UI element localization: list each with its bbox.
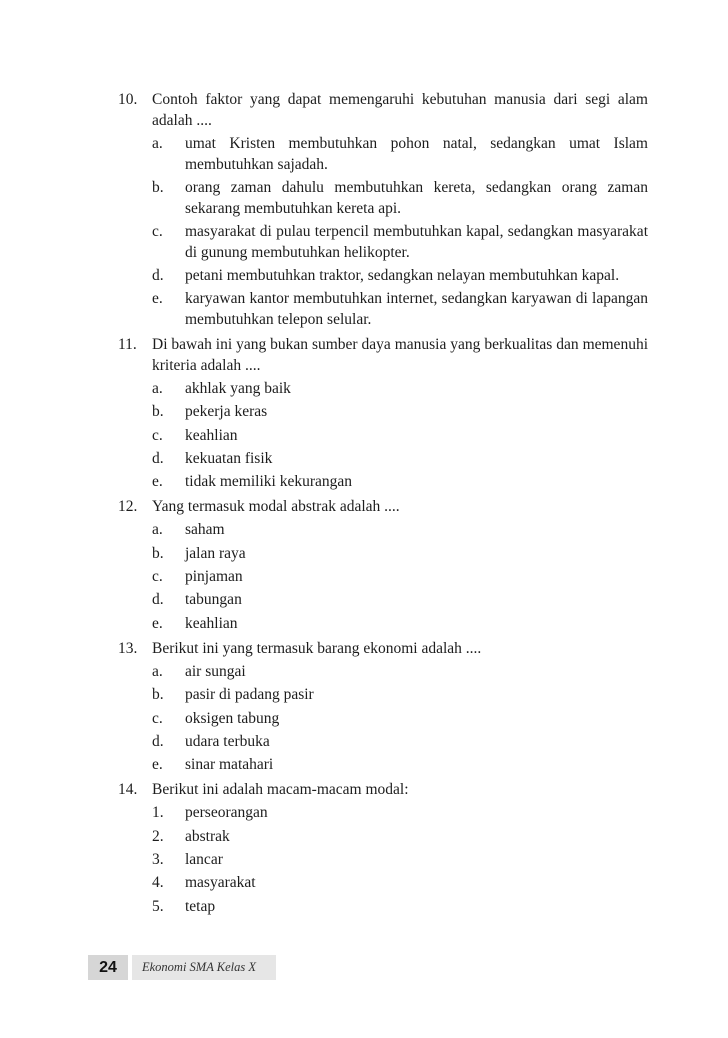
question-number: 14. bbox=[118, 781, 138, 799]
question-body bbox=[152, 89, 648, 332]
option-text: udara terbuka bbox=[185, 732, 270, 750]
option-label: c. bbox=[152, 568, 163, 586]
question-text: Berikut ini yang termasuk barang ekonomi adalah .... bbox=[152, 639, 482, 657]
question-text: Di bawah ini yang bukan sumber daya manusia yang berkualitas dan memenuhi kriteria adalah .... bbox=[152, 336, 648, 374]
question-number: 12. bbox=[118, 498, 138, 516]
page-number: 24 bbox=[88, 955, 128, 980]
option-label: b. bbox=[152, 179, 164, 196]
option-c bbox=[152, 221, 648, 263]
option-d bbox=[152, 265, 648, 286]
option-d bbox=[152, 589, 648, 610]
question-text: Contoh faktor yang dapat memengaruhi kebutuhan manusia dari segi alam adalah .... bbox=[152, 91, 648, 129]
item-label: 1. bbox=[152, 804, 164, 822]
option-label: c. bbox=[152, 223, 163, 240]
item-label: 2. bbox=[152, 827, 164, 845]
item-label: 5. bbox=[152, 897, 164, 915]
option-text: sinar matahari bbox=[185, 756, 274, 774]
option-c bbox=[152, 708, 648, 729]
option-label: e. bbox=[152, 473, 163, 491]
option-label: d. bbox=[152, 732, 164, 750]
item-text: perseorangan bbox=[185, 804, 268, 822]
option-text: pinjaman bbox=[185, 568, 243, 586]
option-b bbox=[152, 401, 648, 422]
question-number: 11. bbox=[118, 336, 137, 353]
option-a bbox=[152, 519, 648, 540]
option-a bbox=[152, 378, 648, 399]
list-item-5 bbox=[152, 896, 648, 917]
option-text: karyawan kantor membutuhkan internet, sedangkan karyawan di lapangan membutuhkan telepon selular. bbox=[185, 290, 648, 328]
question-number: 10. bbox=[118, 91, 138, 108]
list-item-2 bbox=[152, 826, 648, 847]
option-label: d. bbox=[152, 267, 164, 284]
page-footer bbox=[88, 955, 276, 980]
question-10 bbox=[118, 89, 648, 332]
option-label: b. bbox=[152, 686, 164, 704]
option-label: d. bbox=[152, 591, 164, 609]
option-a bbox=[152, 133, 648, 175]
option-c bbox=[152, 566, 648, 587]
option-e bbox=[152, 754, 648, 775]
option-label: b. bbox=[152, 544, 164, 562]
item-text: lancar bbox=[185, 851, 223, 869]
option-e bbox=[152, 613, 648, 634]
item-text: masyarakat bbox=[185, 874, 256, 892]
option-label: e. bbox=[152, 290, 163, 307]
option-text: pekerja keras bbox=[185, 403, 268, 421]
option-label: a. bbox=[152, 662, 163, 680]
option-c bbox=[152, 425, 648, 446]
question-body bbox=[152, 496, 648, 635]
option-label: e. bbox=[152, 614, 163, 632]
option-d bbox=[152, 448, 648, 469]
option-label: b. bbox=[152, 403, 164, 421]
item-text: tetap bbox=[185, 897, 216, 915]
option-label: e. bbox=[152, 756, 163, 774]
question-14 bbox=[118, 779, 648, 918]
option-label: d. bbox=[152, 449, 164, 467]
question-number: 13. bbox=[118, 639, 138, 657]
question-body bbox=[152, 334, 648, 494]
option-b bbox=[152, 177, 648, 219]
option-text: tidak memiliki kekurangan bbox=[185, 473, 353, 491]
question-13 bbox=[118, 638, 648, 777]
option-text: masyarakat di pulau terpencil membutuhkan kapal, sedangkan masyarakat di gunung membutuhkan helikopter. bbox=[185, 223, 648, 261]
option-a bbox=[152, 661, 648, 682]
option-e bbox=[152, 471, 648, 492]
option-text: keahlian bbox=[185, 426, 238, 444]
option-text: umat Kristen membutuhkan pohon natal, sedangkan umat Islam membutuhkan sajadah. bbox=[185, 135, 648, 173]
option-text: pasir di padang pasir bbox=[185, 686, 314, 704]
item-label: 3. bbox=[152, 851, 164, 869]
book-title: Ekonomi SMA Kelas X bbox=[132, 955, 276, 980]
question-12 bbox=[118, 496, 648, 635]
option-text: keahlian bbox=[185, 614, 238, 632]
option-text: air sungai bbox=[185, 662, 246, 680]
option-text: oksigen tabung bbox=[185, 709, 280, 727]
option-text: akhlak yang baik bbox=[185, 380, 291, 397]
list-item-3 bbox=[152, 849, 648, 870]
question-body bbox=[152, 638, 648, 777]
item-text: abstrak bbox=[185, 827, 230, 845]
option-label: c. bbox=[152, 709, 163, 727]
option-text: kekuatan fisik bbox=[185, 449, 273, 467]
option-b bbox=[152, 684, 648, 705]
option-text: jalan raya bbox=[185, 544, 246, 562]
question-list bbox=[118, 89, 648, 919]
item-label: 4. bbox=[152, 874, 164, 892]
list-item-1 bbox=[152, 802, 648, 823]
option-label: a. bbox=[152, 135, 163, 152]
list-item-4 bbox=[152, 872, 648, 893]
option-text: saham bbox=[185, 521, 225, 539]
option-label: c. bbox=[152, 426, 163, 444]
option-text: petani membutuhkan traktor, sedangkan nelayan membutuhkan kapal. bbox=[185, 267, 620, 284]
option-d bbox=[152, 731, 648, 752]
option-e bbox=[152, 288, 648, 330]
question-body bbox=[152, 779, 648, 918]
question-text: Yang termasuk modal abstrak adalah .... bbox=[152, 498, 400, 516]
option-text: tabungan bbox=[185, 591, 242, 609]
question-text: Berikut ini adalah macam-macam modal: bbox=[152, 781, 409, 799]
option-label: a. bbox=[152, 380, 163, 397]
option-b bbox=[152, 543, 648, 564]
option-text: orang zaman dahulu membutuhkan kereta, sedangkan orang zaman sekarang membutuhkan kereta api. bbox=[185, 179, 648, 217]
question-11 bbox=[118, 334, 648, 494]
option-label: a. bbox=[152, 521, 163, 539]
